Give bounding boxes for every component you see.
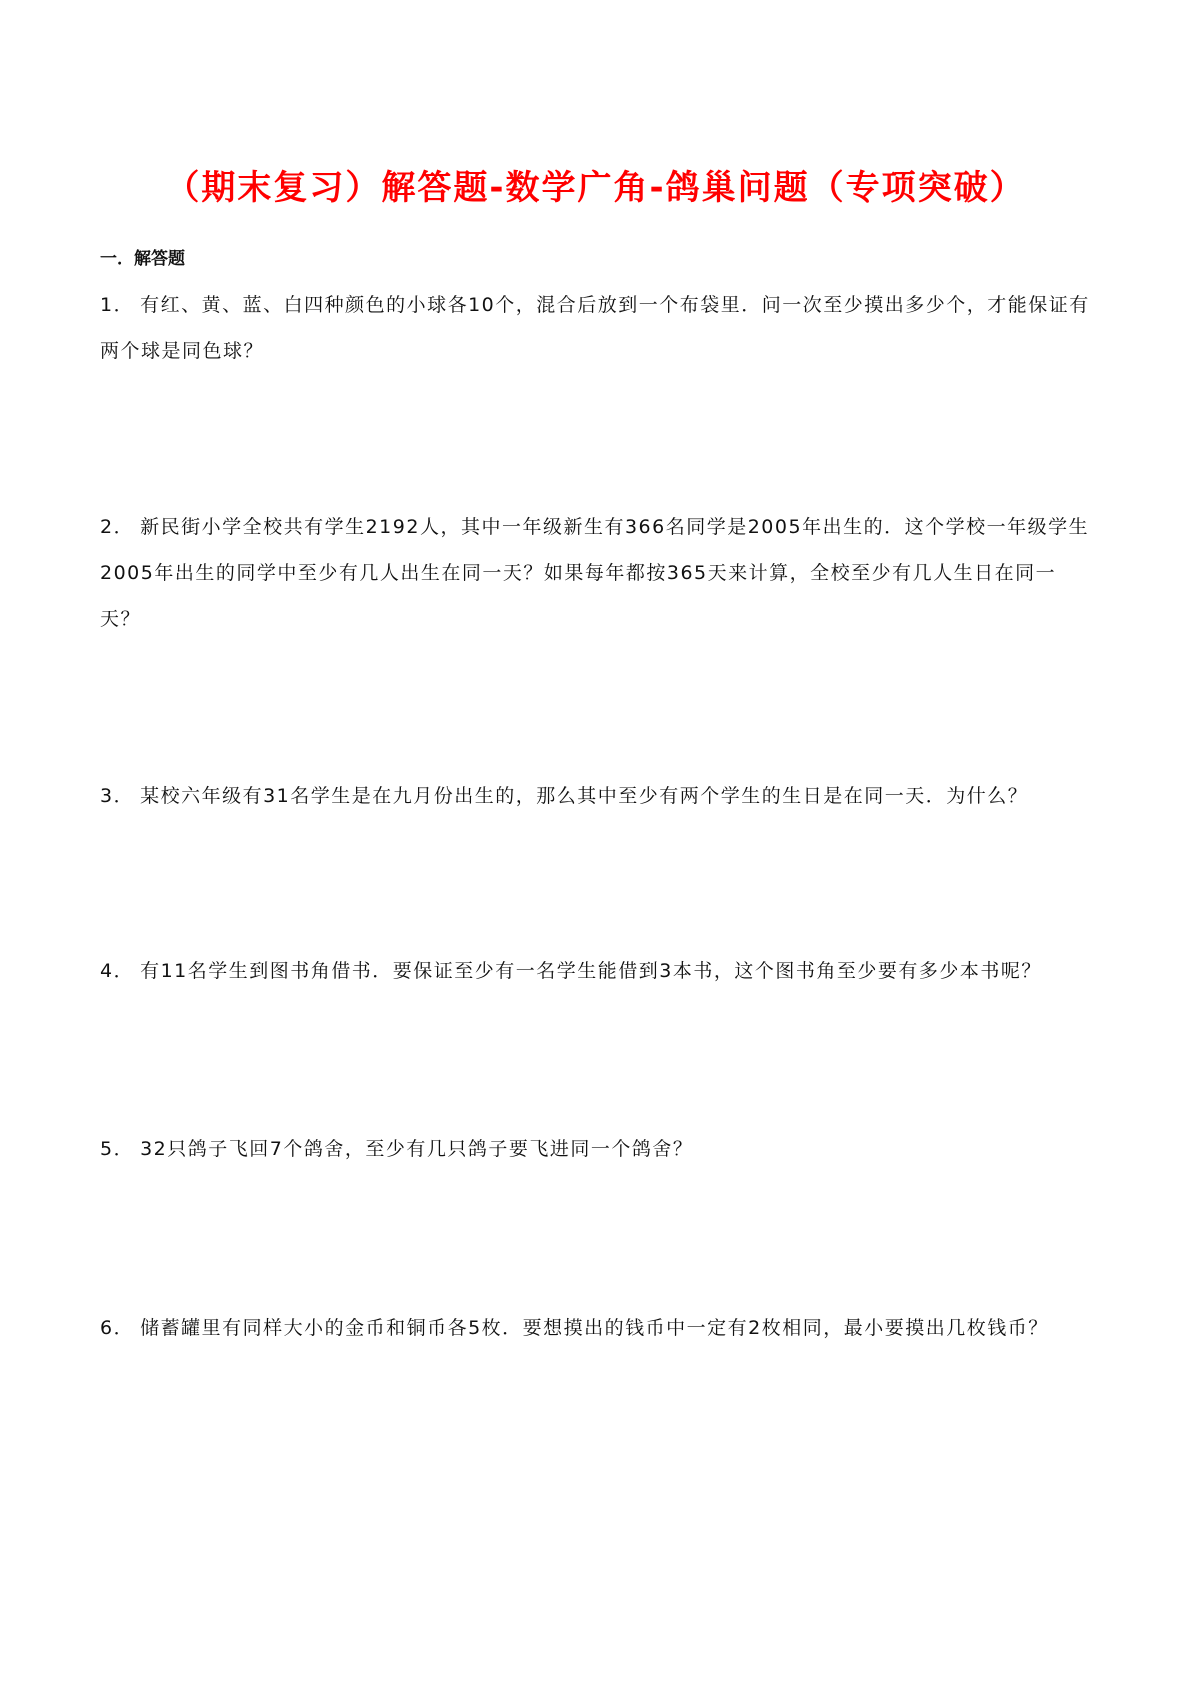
section-heading: 一．解答题	[100, 249, 185, 269]
question-text: 32只鸽子飞回7个鸽舍，至少有几只鸽子要飞进同一个鸽舍？	[140, 1138, 694, 1160]
question-6	[100, 1305, 1092, 1351]
question-3	[100, 773, 1092, 819]
question-number: 3．	[100, 785, 135, 807]
question-1	[100, 282, 1092, 374]
question-number: 4．	[100, 960, 135, 982]
question-4	[100, 948, 1092, 994]
question-number: 5．	[100, 1138, 135, 1160]
question-text: 有红、黄、蓝、白四种颜色的小球各10个，混合后放到一个布袋里．问一次至少摸出多少个，才能保证有两个球是同色球？	[100, 294, 1090, 362]
question-5	[100, 1126, 1092, 1172]
question-text: 有11名学生到图书角借书．要保证至少有一名学生能借到3本书，这个图书角至少要有多少本书呢？	[140, 960, 1042, 982]
question-text: 新民街小学全校共有学生2192人，其中一年级新生有366名同学是2005年出生的．这个学校一年级学生2005年出生的同学中至少有几人出生在同一天？如果每年都按365天来计算，全校至少有几人生日在同一天？	[100, 516, 1090, 630]
question-number: 1．	[100, 294, 135, 316]
document-title: （期末复习）解答题-数学广角-鸽巢问题（专项突破）	[165, 168, 1026, 208]
question-text: 储蓄罐里有同样大小的金币和铜币各5枚．要想摸出的钱币中一定有2枚相同，最小要摸出几枚钱币？	[140, 1317, 1049, 1339]
question-2	[100, 504, 1092, 642]
question-number: 6．	[100, 1317, 135, 1339]
question-text: 某校六年级有31名学生是在九月份出生的，那么其中至少有两个学生的生日是在同一天．为什么？	[140, 785, 1029, 807]
question-number: 2．	[100, 516, 135, 538]
